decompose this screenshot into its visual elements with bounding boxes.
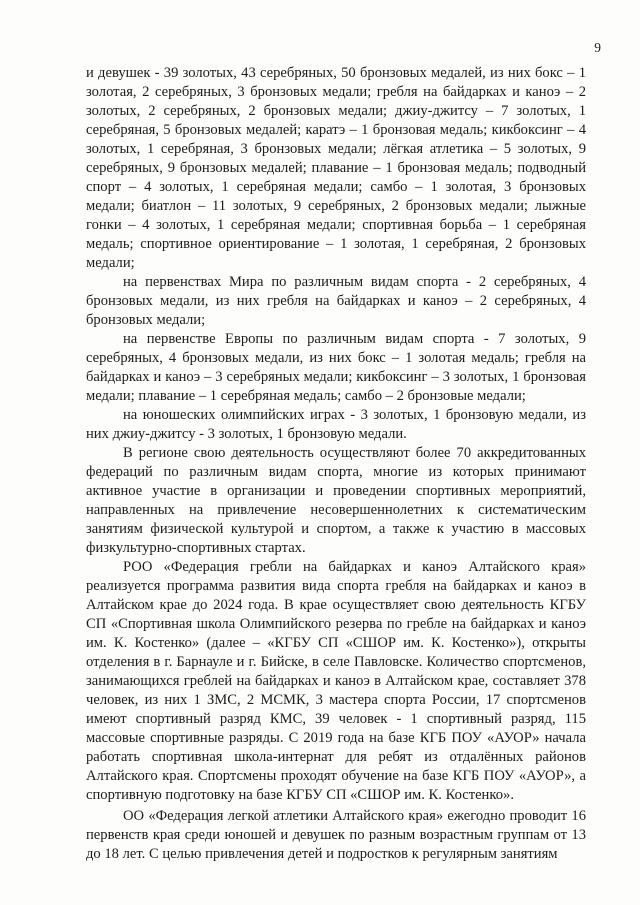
page-number: 9: [594, 40, 601, 55]
paragraph-canoe-federation: РОО «Федерация гребли на байдарках и каноэ Алтайского края» реализуется программа развития вида спорта гребля на байдарках и каноэ в Алтайском крае до 2024 года. В крае осуществляет свою деятельность КГБУ СП «Спортивная школа Олимпийского резерва по гребле на байдарках и каноэ им. К. Костенко» (далее – «КГБУ СП «СШОР им. К. Костенко»), открыты отделения в г. Барнауле и г. Бийске, в селе Павловске. Количество спортсменов, занимающихся греблей на байдарках и каноэ в Алтайском крае, составляет 378 человек, из них 1 ЗМС, 2 МСМК, 3 мастера спорта России, 17 спортсменов имеют спортивный разряд КМС, 39 человек - 1 спортивный разряд, 115 массовые спортивные разряды. С 2019 года на базе КГБ ПОУ «АУОР» начала работать спортивная школа-интернат для ребят из отдалённых районов Алтайского края. Спортсмены проходят обучение на базе КГБ ПОУ «АУОР», а спортивную подготовку на базе КГБУ СП «СШОР им. К. Костенко».: [86, 559, 586, 803]
paragraph-federations: В регионе свою деятельность осуществляют более 70 аккредитованных федераций по различным видам спорта, многие из которых принимают активное участие в организации и проведении спортивных мероприятий, направленных на привлечение несовершеннолетних к систематическим занятиям физической культурой и спортом, а также к участию в массовых физкультурно-спортивных стартах.: [86, 445, 586, 556]
paragraph-world-championships: на первенствах Мира по различным видам спорта - 2 серебряных, 4 бронзовых медали, из них гребля на байдарках и каноэ – 2 серебряных, 4 бронзовых медали;: [86, 274, 586, 328]
paragraph-european-championships: на первенстве Европы по различным видам спорта - 7 золотых, 9 серебряных, 4 бронзовых медали, из них бокс – 1 золотая медаль; гребля на байдарках и каноэ – 3 серебряных медали; кикбоксинг – 3 золотых, 1 бронзовая медали; плавание – 1 серебряная медаль; самбо – 2 бронзовые медали;: [86, 331, 586, 404]
document-body: [86, 64, 586, 864]
paragraph-youth-olympics: на юношеских олимпийских играх - 3 золотых, 1 бронзовую медали, из них джиу-джитсу - 3 золотых, 1 бронзовую медали.: [86, 407, 586, 442]
paragraph-athletics-federation: ОО «Федерация легкой атлетики Алтайского края» ежегодно проводит 16 первенств края среди юношей и девушек по разным возрастным группам от 13 до 18 лет. С целью привлечения детей и подростков к регулярным занятиям: [86, 808, 586, 862]
paragraph-medals-continued: и девушек - 39 золотых, 43 серебряных, 50 бронзовых медалей, из них бокс – 1 золотая, 2 серебряных, 3 бронзовых медали; гребля на байдарках и каноэ – 2 золотых, 2 серебряных, 2 бронзовых медали; джиу-джитсу – 7 золотых, 1 серебряная, 5 бронзовых медалей; каратэ – 1 бронзовая медаль; кикбоксинг – 4 золотых, 1 серебряная, 3 бронзовых медали; лёгкая атлетика – 5 золотых, 9 серебряных, 9 бронзовых медалей; плавание – 1 бронзовая медаль; подводный спорт – 4 золотых, 1 серебряная медали; самбо – 1 золотая, 3 бронзовых медали; биатлон – 11 золотых, 9 серебряных, 2 бронзовых медали; лыжные гонки – 4 золотых, 1 серебряная медали; спортивная борьба – 1 серебряная медаль; спортивное ориентирование – 1 золотая, 1 серебряная, 2 бронзовых медали;: [86, 65, 586, 271]
